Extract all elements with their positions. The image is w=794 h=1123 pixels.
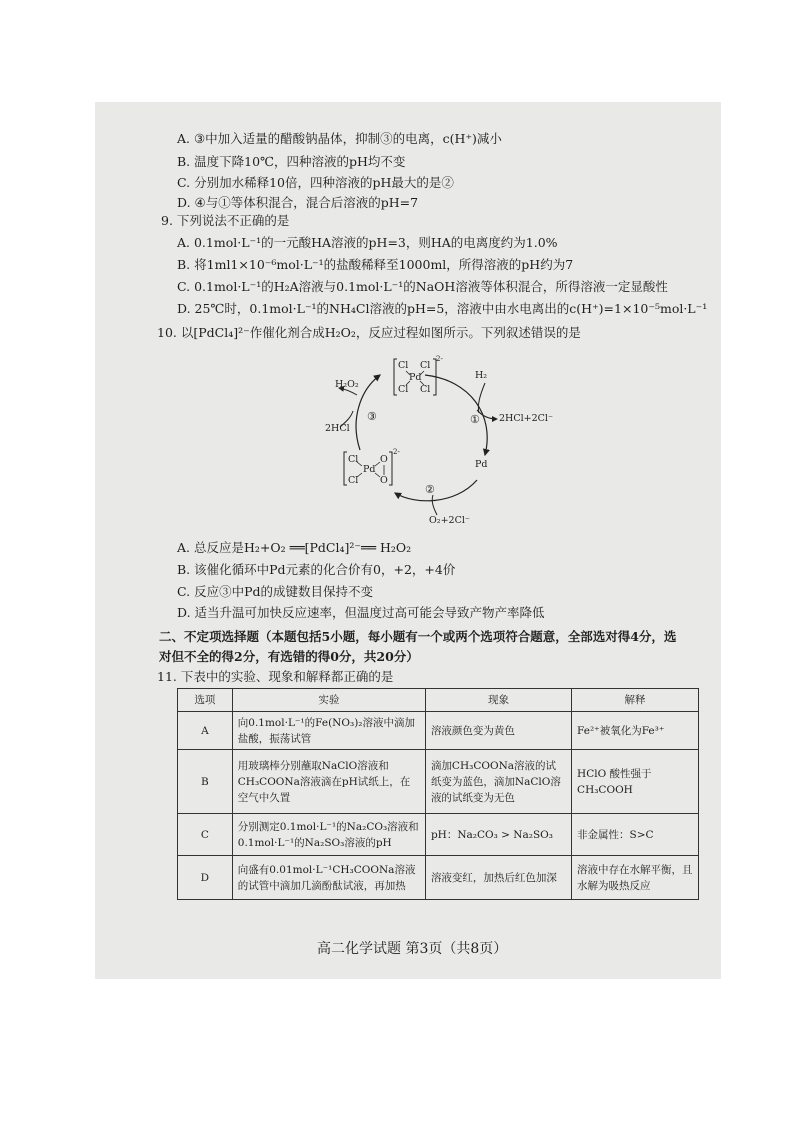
q9-stem: 9. 下列说法不正确的是	[161, 213, 290, 228]
row-c-experiment: 分别测定0.1mol·L⁻¹的Na₂CO₃溶液和0.1mol·L⁻¹的Na₂SO₃溶液的pH	[232, 814, 425, 856]
left-o-1: O	[380, 454, 388, 465]
experiment-table	[177, 688, 699, 900]
label-h2o2: H₂O₂	[335, 379, 359, 390]
step-1-label: ①	[470, 413, 480, 426]
left-complex-bracket-right	[389, 452, 392, 485]
section2-heading-line2: 对但不全的得2分，有选错的得0分，共20分）	[159, 649, 419, 664]
arrow-o2-in	[432, 495, 437, 515]
page-footer: 高二化学试题 第3页（共8页）	[317, 941, 508, 957]
row-b-experiment: 用玻璃棒分别蘸取NaClO溶液和CH₃COONa溶液滴在pH试纸上，在空气中久置	[232, 750, 425, 814]
table-header-row	[178, 689, 699, 712]
row-b-explanation: HClO 酸性强于CH₃COOH	[572, 750, 699, 814]
table-row	[178, 814, 699, 856]
row-d-phenomenon: 溶液变红，加热后红色加深	[425, 856, 571, 900]
header-experiment: 实验	[232, 689, 425, 712]
row-a-explanation: Fe²⁺被氧化为Fe³⁺	[572, 712, 699, 750]
q8-option-a: A. ③中加入适量的醋酸钠晶体，抑制③的电离，c(H⁺)减小	[177, 131, 502, 146]
left-cl-1: Cl	[348, 454, 359, 465]
top-complex-bracket-left	[394, 359, 397, 395]
label-o2-in: O₂+2Cl⁻	[429, 515, 470, 526]
header-option: 选项	[178, 689, 233, 712]
q10-stem: 10. 以[PdCl₄]²⁻作催化剂合成H₂O₂，反应过程如图所示。下列叙述错误的是	[157, 325, 581, 340]
arrow-step2	[395, 480, 477, 501]
row-c-phenomenon: pH：Na₂CO₃ > Na₂SO₃	[425, 814, 571, 856]
row-a-phenomenon: 溶液颜色变为黄色	[425, 712, 571, 750]
table-row	[178, 712, 699, 750]
row-d-experiment: 向盛有0.01mol·L⁻¹CH₃COONa溶液的试管中滴加几滴酚酞试液，再加热	[232, 856, 425, 900]
table-row	[178, 750, 699, 814]
left-complex-charge: 2-	[393, 448, 400, 456]
q8-option-b: B. 温度下降10℃，四种溶液的pH均不变	[177, 154, 406, 169]
q10-option-b: B. 该催化循环中Pd元素的化合价有0，+2，+4价	[177, 562, 456, 577]
row-b-option: B	[178, 750, 233, 814]
arrow-hcl-out	[477, 410, 497, 419]
top-pd: Pd	[409, 372, 422, 383]
section2-heading-line1: 二、不定项选择题（本题包括5小题，每小题有一个或两个选项符合题意，全部选对得4分，选	[159, 629, 677, 644]
row-a-option: A	[178, 712, 233, 750]
q9-option-c: C. 0.1mol·L⁻¹的H₂A溶液与0.1mol·L⁻¹的NaOH溶液等体积混合，所得溶液一定显酸性	[177, 279, 668, 294]
row-b-phenomenon: 滴加CH₃COONa溶液的试纸变为蓝色，滴加NaClO溶液的试纸变为无色	[425, 750, 571, 814]
row-c-option: C	[178, 814, 233, 856]
q10-option-c: C. 反应③中Pd的成键数目保持不变	[177, 584, 373, 599]
row-d-option: D	[178, 856, 233, 900]
q9-option-a: A. 0.1mol·L⁻¹的一元酸HA溶液的pH=3，则HA的电离度约为1.0%	[177, 235, 558, 250]
q9-option-d: D. 25℃时，0.1mol·L⁻¹的NH₄Cl溶液的pH=5，溶液中由水电离出的c(H⁺)=1×10⁻⁵mol·L⁻¹	[177, 301, 708, 316]
q8-option-c: C. 分别加水稀释10倍，四种溶液的pH最大的是②	[177, 175, 454, 190]
left-complex-bracket-left	[344, 452, 347, 485]
left-o-2: O	[380, 475, 388, 486]
top-cl-2: Cl	[420, 360, 431, 371]
table-row	[178, 856, 699, 900]
catalytic-cycle-diagram	[305, 355, 553, 530]
step-3-label: ③	[367, 410, 377, 423]
row-d-explanation: 溶液中存在水解平衡，且水解为吸热反应	[572, 856, 699, 900]
label-h2: H₂	[475, 370, 488, 381]
q11-stem: 11. 下表中的实验、现象和解释都正确的是	[157, 669, 394, 684]
label-hcl-out: 2HCl+2Cl⁻	[499, 413, 553, 424]
step-2-label: ②	[425, 483, 435, 496]
q9-option-b: B. 将1ml1×10⁻⁶mol·L⁻¹的盐酸稀释至1000ml，所得溶液的pH约为7	[177, 257, 574, 272]
top-cl-4: Cl	[420, 384, 431, 395]
top-complex-charge: 2-	[436, 355, 443, 363]
q10-option-a: A. 总反应是H₂+O₂ ══[PdCl₄]²⁻══ H₂O₂	[177, 540, 412, 555]
header-explanation: 解释	[572, 689, 699, 712]
row-c-explanation: 非金属性：S>C	[572, 814, 699, 856]
label-pd: Pd	[475, 459, 488, 470]
label-hcl-in: 2HCl	[325, 423, 350, 434]
top-cl-1: Cl	[398, 360, 409, 371]
top-cl-3: Cl	[398, 384, 409, 395]
left-cl-2: Cl	[348, 475, 359, 486]
left-pd: Pd	[363, 464, 376, 475]
header-phenomenon: 现象	[425, 689, 571, 712]
row-a-experiment: 向0.1mol·L⁻¹的Fe(NO₃)₂溶液中滴加盐酸，振荡试管	[232, 712, 425, 750]
q10-option-d: D. 适当升温可加快反应速率，但温度过高可能会导致产物产率降低	[177, 605, 545, 620]
q8-option-d: D. ④与①等体积混合，混合后溶液的pH=7	[177, 195, 419, 210]
